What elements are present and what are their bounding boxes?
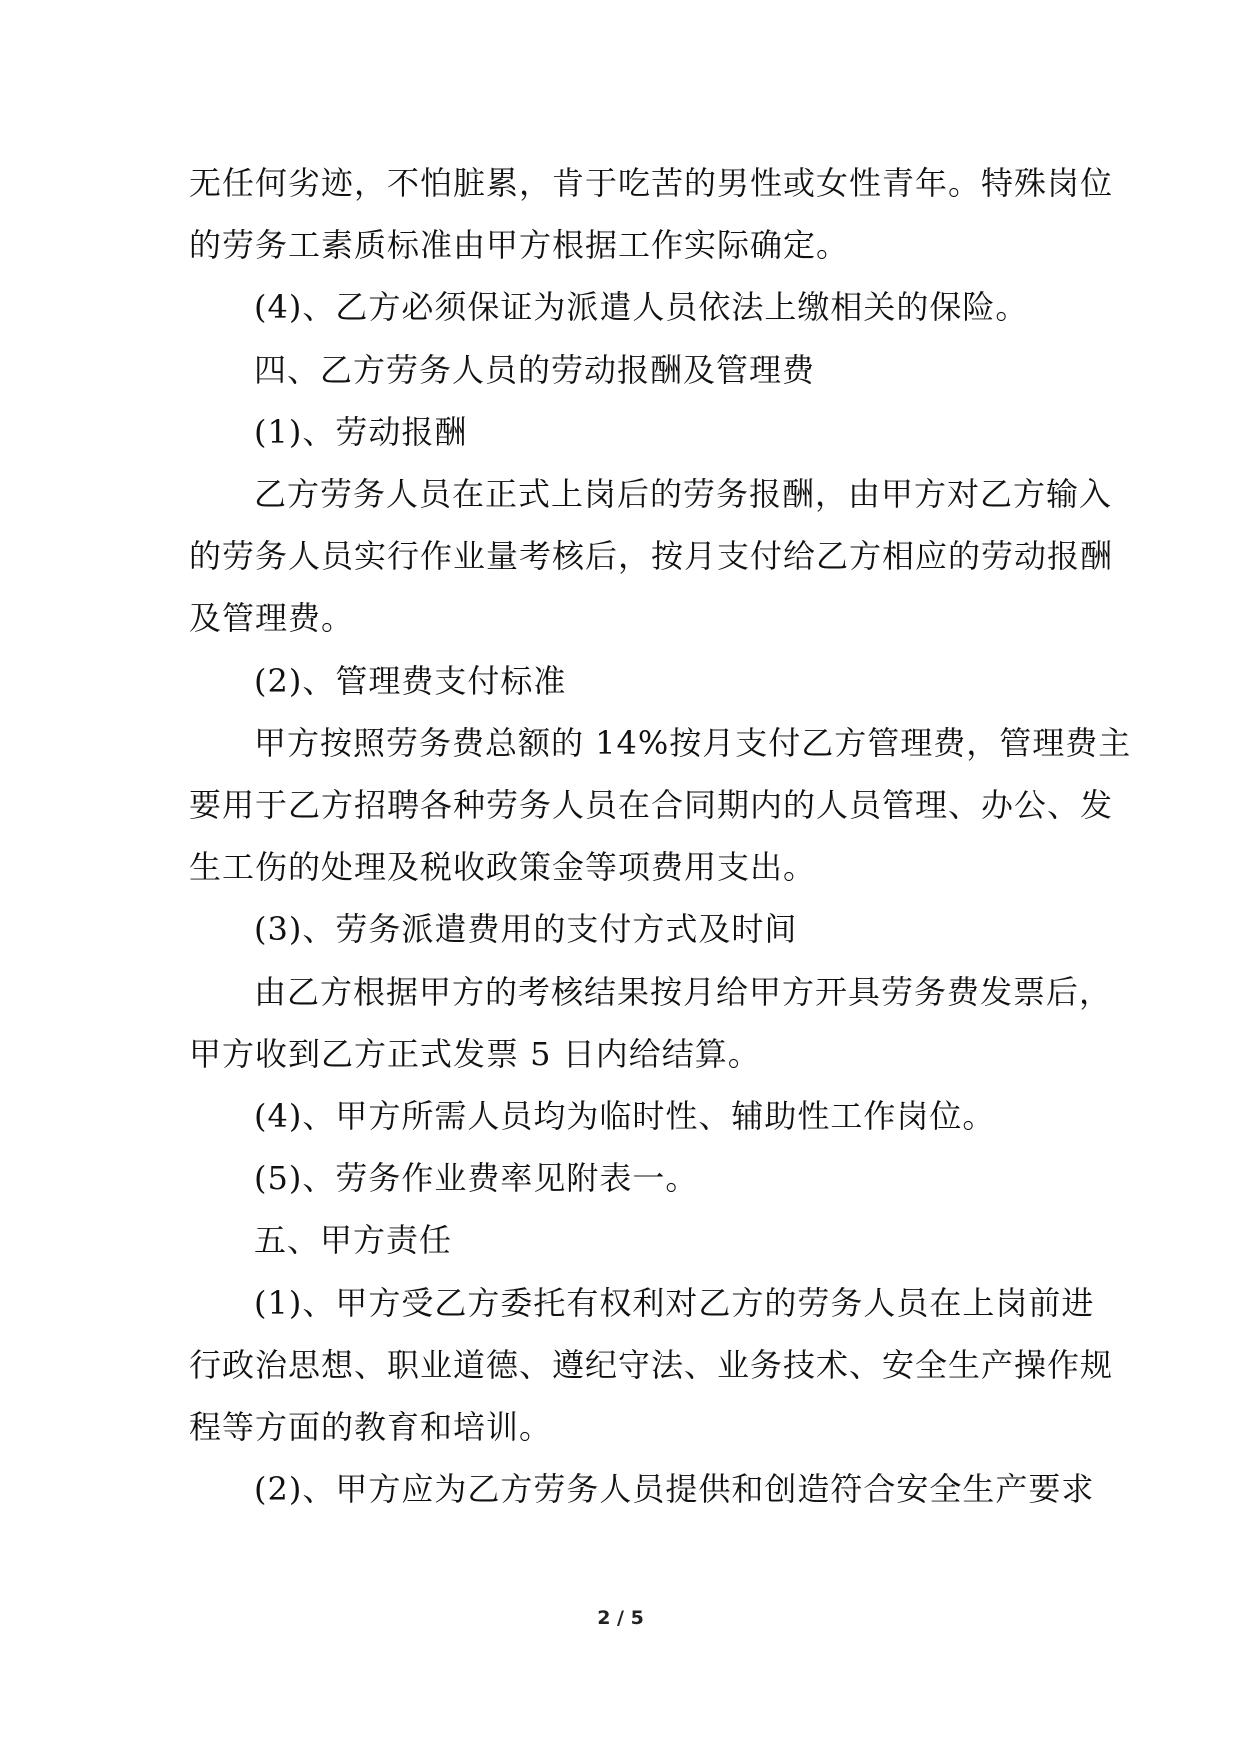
- text-line: (5)、劳务作业费率见附表一。: [254, 1159, 699, 1197]
- subsection-heading: (1)、劳动报酬: [254, 413, 468, 451]
- text-line: 要用于乙方招聘各种劳务人员在合同期内的人员管理、办公、发: [189, 786, 1114, 824]
- page-number: 2 / 5: [597, 1607, 644, 1629]
- text-line: 程等方面的教育和培训。: [189, 1408, 553, 1446]
- text-line: 行政治思想、职业道德、遵纪守法、业务技术、安全生产操作规: [189, 1346, 1114, 1384]
- text-line: 甲方收到乙方正式发票 5 日内给结算。: [189, 1035, 761, 1073]
- subsection-heading: (2)、管理费支付标准: [254, 662, 567, 700]
- subsection-heading: (3)、劳务派遣费用的支付方式及时间: [254, 910, 798, 948]
- section-heading: 四、乙方劳务人员的劳动报酬及管理费: [254, 351, 816, 389]
- text-line: (2)、甲方应为乙方劳务人员提供和创造符合安全生产要求: [254, 1470, 1095, 1508]
- text-line: 的劳务工素质标准由甲方根据工作实际确定。: [189, 226, 850, 264]
- text-line: 乙方劳务人员在正式上岗后的劳务报酬，由甲方对乙方输入: [254, 475, 1113, 513]
- text-line: (4)、乙方必须保证为派遣人员依法上缴相关的保险。: [254, 288, 1029, 326]
- text-line: (1)、甲方受乙方委托有权利对乙方的劳务人员在上岗前进: [254, 1284, 1095, 1322]
- text-line: 及管理费。: [189, 599, 355, 637]
- text-line: 由乙方根据甲方的考核结果按月给甲方开具劳务费发票后，: [254, 973, 1113, 1011]
- text-line: 的劳务人员实行作业量考核后，按月支付给乙方相应的劳动报酬: [189, 537, 1114, 575]
- text-line: 无任何劣迹，不怕脏累，肯于吃苦的男性或女性青年。特殊岗位: [189, 164, 1114, 202]
- text-line: 甲方按照劳务费总额的 14%按月支付乙方管理费，管理费主: [254, 724, 1132, 762]
- text-line: (4)、甲方所需人员均为临时性、辅助性工作岗位。: [254, 1097, 996, 1135]
- section-heading: 五、甲方责任: [254, 1221, 453, 1259]
- text-line: 生工伤的处理及税收政策金等项费用支出。: [189, 848, 817, 886]
